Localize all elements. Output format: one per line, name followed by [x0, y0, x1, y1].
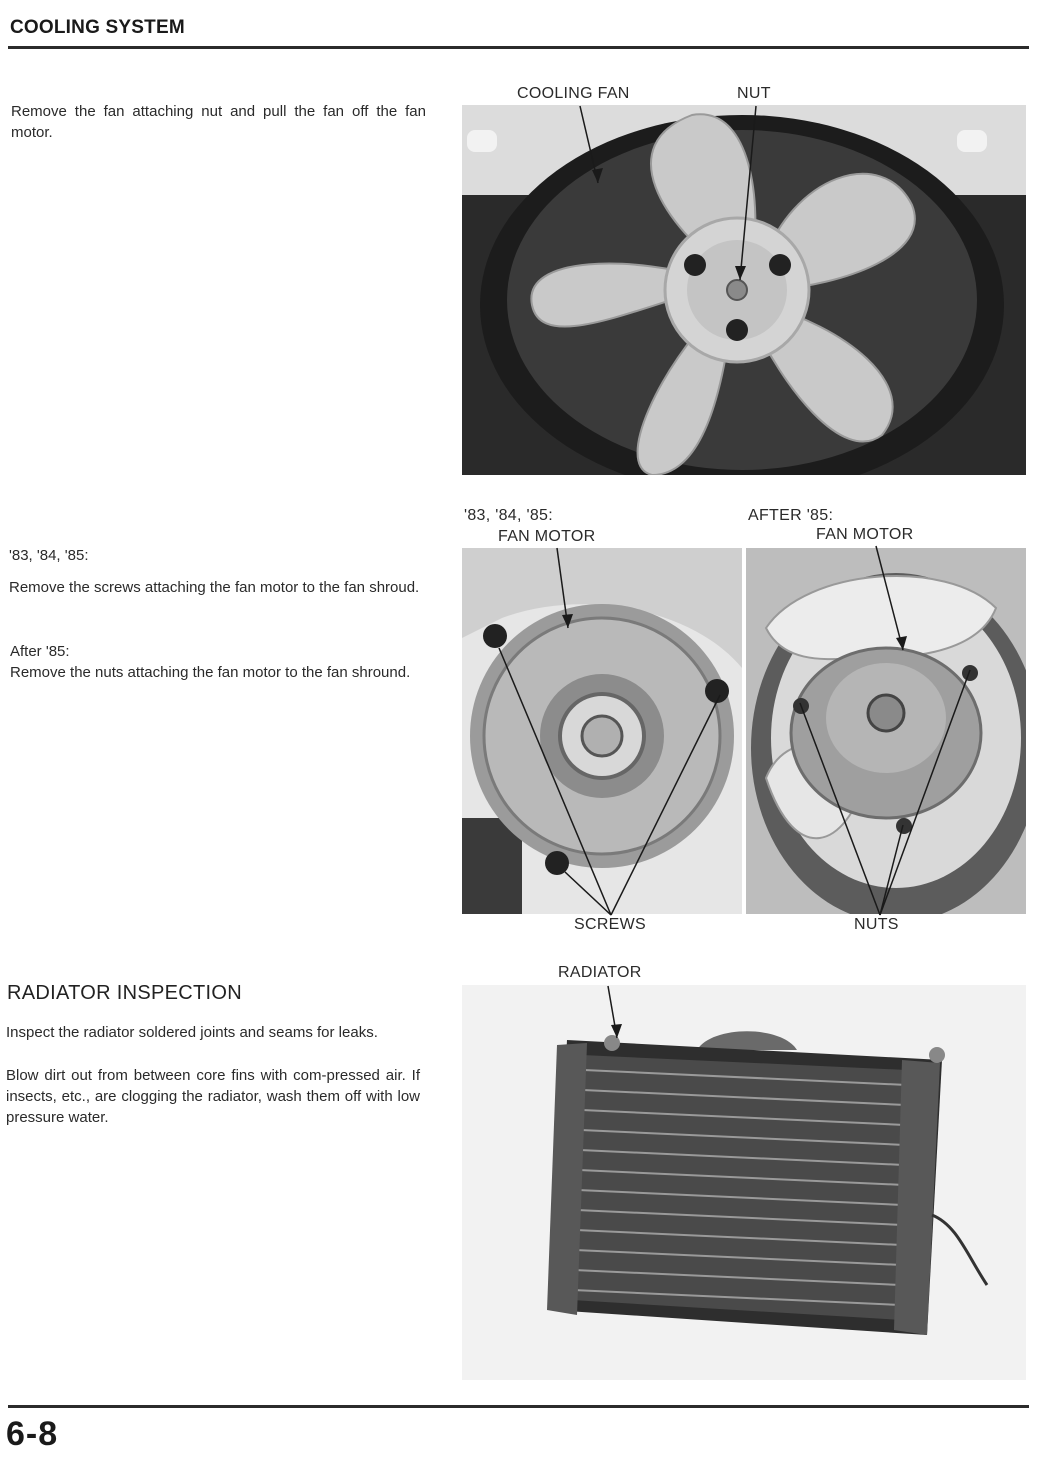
section-header-title: COOLING SYSTEM — [10, 17, 185, 38]
radiator-photo — [462, 985, 1026, 1380]
fig3-heading: AFTER '85: — [748, 507, 834, 524]
page-number: 6-8 — [6, 1415, 59, 1453]
step1-text: Remove the fan attaching nut and pull the fan off the fan motor. — [11, 103, 426, 141]
label-cooling-fan: COOLING FAN — [517, 85, 630, 102]
label-screws: SCREWS — [574, 916, 647, 933]
fig2-heading: '83, '84, '85: — [464, 507, 553, 524]
radiator-inspection-text-1: Inspect the radiator soldered joints and seams for leaks. — [6, 1024, 378, 1041]
label-fan-motor-late: FAN MOTOR — [816, 526, 914, 543]
radiator-inspection-text-2: Blow dirt out from between core fins with com-pressed air. If insects, etc., are clogging the radiator, wash them off with low pressure water. — [6, 1067, 420, 1126]
label-nuts: NUTS — [854, 916, 899, 933]
radiator-inspection-title: RADIATOR INSPECTION — [7, 982, 242, 1004]
footer-rule — [8, 1405, 1029, 1408]
fan-motor-late-photo — [746, 548, 1026, 914]
label-nut: NUT — [737, 85, 771, 102]
fan-motor-early-photo — [462, 548, 742, 914]
late-models-text: Remove the nuts attaching the fan motor to the fan shround. — [10, 664, 411, 681]
cooling-fan-photo — [462, 105, 1026, 475]
early-models-text: Remove the screws attaching the fan motor to the fan shroud. — [9, 579, 420, 596]
label-fan-motor-early: FAN MOTOR — [498, 528, 596, 545]
late-models-heading: After '85: — [10, 643, 70, 660]
header-rule — [8, 46, 1029, 49]
early-models-heading: '83, '84, '85: — [9, 547, 89, 564]
label-radiator: RADIATOR — [558, 964, 642, 981]
